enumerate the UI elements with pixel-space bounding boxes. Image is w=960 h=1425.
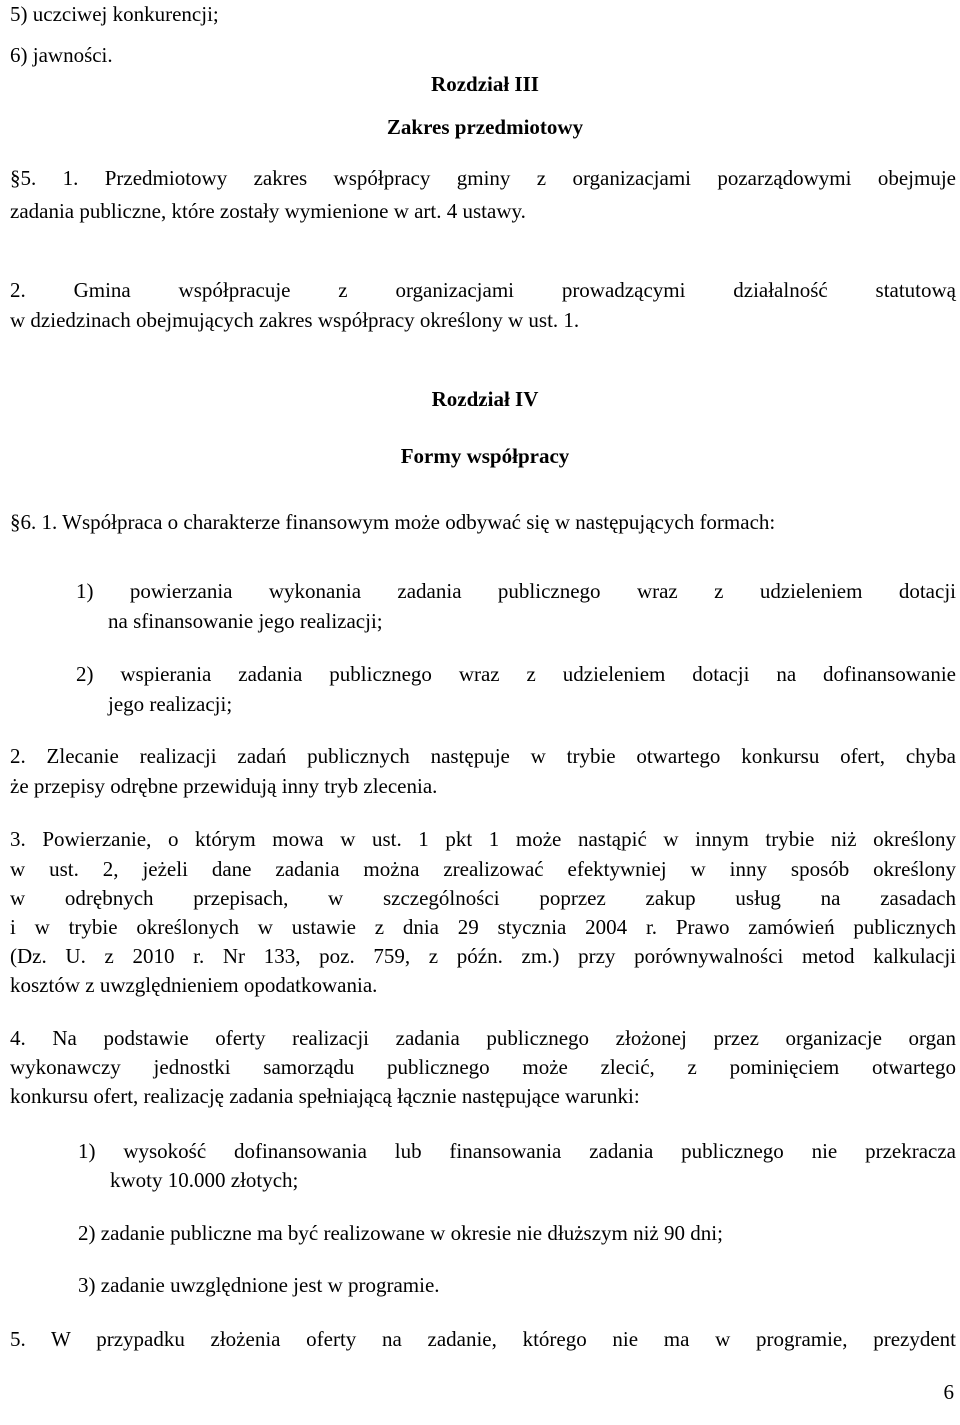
paragraph-line: wykonawczy jednostki samorządu publicznego może zlecić, z pominięciem otwartego (10, 1055, 956, 1079)
paragraph-line: że przepisy odrębne przewidują inny tryb zlecenia. (10, 774, 438, 798)
paragraph-line: 5. W przypadku złożenia oferty na zadanie, którego nie ma w programie, prezydent (10, 1327, 956, 1351)
list-item: 1) powierzania wykonania zadania publicznego wraz z udzieleniem dotacji (76, 579, 956, 603)
paragraph-line: (Dz. U. z 2010 r. Nr 133, poz. 759, z późn. zm.) przy porównywalności metod kalkulacji (10, 944, 956, 968)
chapter-title: Formy współpracy (400, 444, 570, 468)
list-item: 1) wysokość dofinansowania lub finansowania zadania publicznego nie przekracza (78, 1139, 956, 1163)
list-item-continuation: na sfinansowanie jego realizacji; (108, 609, 383, 633)
list-item: 2) zadanie publiczne ma być realizowane w okresie nie dłuższym niż 90 dni; (78, 1221, 723, 1245)
paragraph-line: §6. 1. Współpraca o charakterze finansowym może odbywać się w następujących formach: (10, 510, 776, 534)
paragraph-line: 2. Gmina współpracuje z organizacjami prowadzącymi działalność statutową (10, 278, 956, 302)
paragraph-line: i w trybie określonych w ustawie z dnia 29 stycznia 2004 r. Prawo zamówień publicznych (10, 915, 956, 939)
chapter-heading: Rozdział III (431, 72, 539, 96)
paragraph-line: 2. Zlecanie realizacji zadań publicznych następuje w trybie otwartego konkursu ofert, chyba (10, 744, 956, 768)
paragraph-line: konkursu ofert, realizację zadania spełniającą łącznie następujące warunki: (10, 1084, 640, 1108)
paragraph-line: 4. Na podstawie oferty realizacji zadania publicznego złożonej przez organizacje organ (10, 1026, 956, 1050)
paragraph-line: kosztów z uwzględnieniem opodatkowania. (10, 973, 378, 997)
list-item-continuation: jego realizacji; (108, 692, 233, 716)
page-number: 6 (943, 1380, 954, 1404)
chapter-title: Zakres przedmiotowy (386, 115, 584, 139)
list-item: 6) jawności. (10, 43, 113, 67)
chapter-heading: Rozdział IV (431, 387, 539, 411)
paragraph-line: w dziedzinach obejmujących zakres współpracy określony w ust. 1. (10, 308, 580, 332)
list-item: 5) uczciwej konkurencji; (10, 2, 219, 26)
paragraph-line: 3. Powierzanie, o którym mowa w ust. 1 pkt 1 może nastąpić w innym trybie niż określony (10, 827, 956, 851)
paragraph-line: w odrębnych przepisach, w szczególności poprzez zakup usług na zasadach (10, 886, 956, 910)
paragraph-line: zadania publiczne, które zostały wymienione w art. 4 ustawy. (10, 199, 526, 223)
paragraph-line: w ust. 2, jeżeli dane zadania można zrealizować efektywniej w inny sposób określony (10, 857, 956, 881)
paragraph-line: §5. 1. Przedmiotowy zakres współpracy gminy z organizacjami pozarządowymi obejmuje (10, 166, 956, 190)
list-item: 2) wspierania zadania publicznego wraz z udzieleniem dotacji na dofinansowanie (76, 662, 956, 686)
list-item-continuation: kwoty 10.000 złotych; (110, 1168, 299, 1192)
list-item: 3) zadanie uwzględnione jest w programie. (78, 1273, 440, 1297)
